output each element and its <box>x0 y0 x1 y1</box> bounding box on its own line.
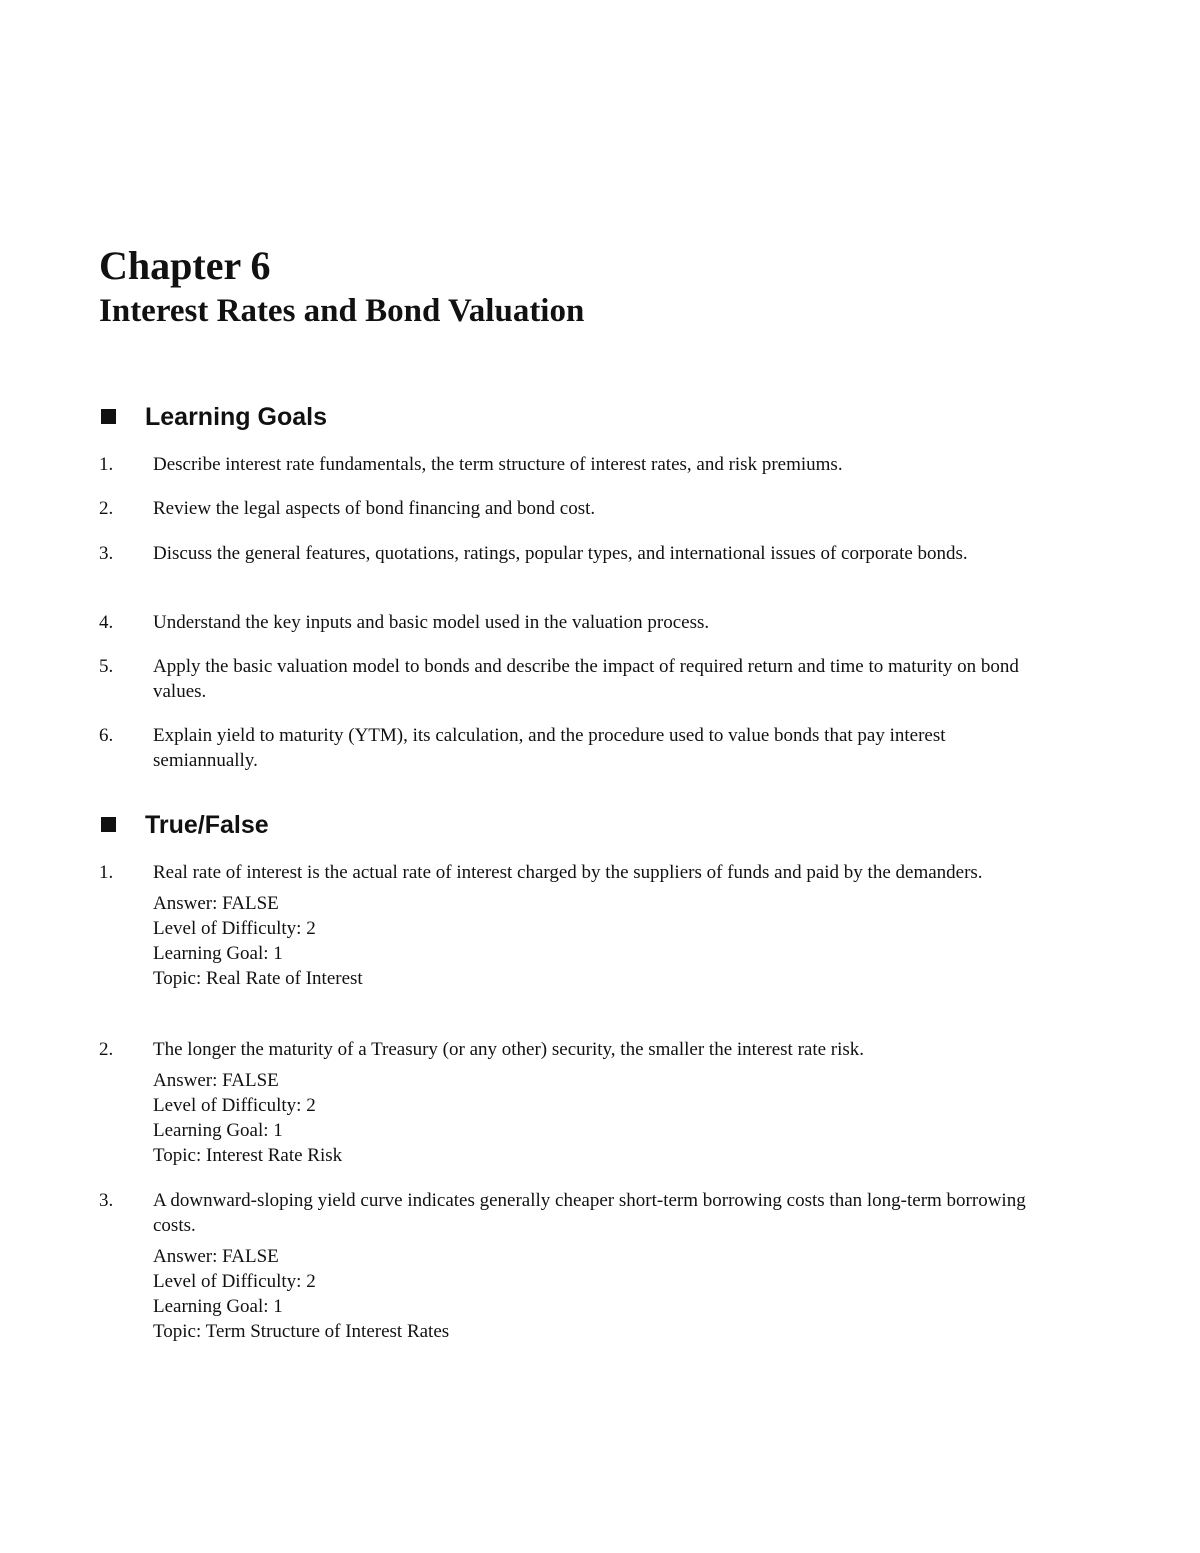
question-topic: Topic: Term Structure of Interest Rates <box>153 1321 450 1342</box>
square-bullet-icon <box>101 409 116 424</box>
learning-goal-text: Understand the key inputs and basic model used in the valuation process. <box>153 612 710 633</box>
question-difficulty: Level of Difficulty: 2 <box>153 918 316 939</box>
question-meta <box>153 1244 1033 1344</box>
question-number: 2. <box>99 1039 114 1060</box>
learning-goals-heading-text: Learning Goals <box>145 403 327 431</box>
learning-goal-number: 5. <box>99 656 114 677</box>
learning-goal-number: 3. <box>99 543 114 564</box>
learning-goal-text: Apply the basic valuation model to bonds and describe the impact of required return and time to maturity on bond values. <box>153 656 1019 702</box>
question-answer: Answer: FALSE <box>153 1070 279 1091</box>
learning-goal-number: 2. <box>99 498 114 519</box>
learning-goal-text: Describe interest rate fundamentals, the term structure of interest rates, and risk premiums. <box>153 454 843 475</box>
question-learning-goal: Learning Goal: 1 <box>153 1120 283 1141</box>
question-topic: Topic: Interest Rate Risk <box>153 1145 343 1166</box>
true-false-heading <box>101 810 269 840</box>
question-meta <box>153 891 1033 991</box>
learning-goal-text: Review the legal aspects of bond financing and bond cost. <box>153 498 596 519</box>
question-number: 1. <box>99 862 114 883</box>
question-answer: Answer: FALSE <box>153 893 279 914</box>
true-false-heading-text: True/False <box>145 811 269 839</box>
learning-goal-number: 4. <box>99 612 114 633</box>
question-text: A downward-sloping yield curve indicates generally cheaper short-term borrowing costs than long-term borrowing costs. <box>153 1190 1026 1236</box>
learning-goal-text: Discuss the general features, quotations, ratings, popular types, and international issues of corporate bonds. <box>153 543 968 564</box>
chapter-subtitle: Interest Rates and Bond Valuation <box>99 293 585 329</box>
question-answer: Answer: FALSE <box>153 1246 279 1267</box>
learning-goal-number: 6. <box>99 725 114 746</box>
learning-goals-heading <box>101 402 327 432</box>
question-text: The longer the maturity of a Treasury (or any other) security, the smaller the interest rate risk. <box>153 1039 865 1060</box>
question-topic: Topic: Real Rate of Interest <box>153 968 363 989</box>
chapter-title: Chapter 6 <box>99 243 271 288</box>
square-bullet-icon <box>101 817 116 832</box>
question-learning-goal: Learning Goal: 1 <box>153 943 283 964</box>
question-learning-goal: Learning Goal: 1 <box>153 1296 283 1317</box>
learning-goal-text: Explain yield to maturity (YTM), its calculation, and the procedure used to value bonds that pay interest semiannually. <box>153 725 946 771</box>
learning-goal-number: 1. <box>99 454 114 475</box>
question-number: 3. <box>99 1190 114 1211</box>
question-difficulty: Level of Difficulty: 2 <box>153 1095 316 1116</box>
question-text: Real rate of interest is the actual rate of interest charged by the suppliers of funds and paid by the demanders. <box>153 862 983 883</box>
question-difficulty: Level of Difficulty: 2 <box>153 1271 316 1292</box>
question-meta <box>153 1068 1033 1168</box>
